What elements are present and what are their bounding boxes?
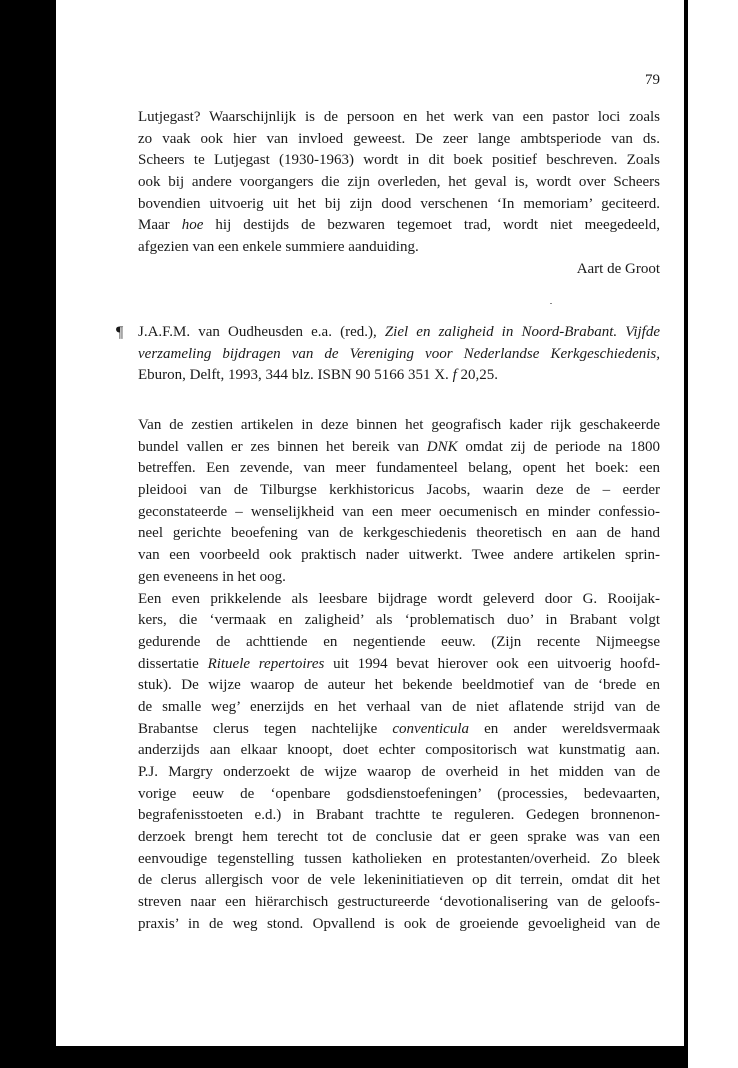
text-line: zo vaak ook hier van invloed geweest. De zeer lange ambtsperiode van ds. [138,130,660,147]
scan-left-border [0,0,56,1068]
text-line: streven naar een hiërarchisch gestructureerde ‘devotionalisering van de geloofs- [138,894,660,911]
text-line: Brabantse clerus tegen nachtelijke conventicula en ander wereldsvermaak [138,720,660,737]
scan-speck [550,303,552,304]
reviewer-signature: Aart de Groot [576,261,660,277]
text-line: de clerus allergisch voor de vele lekeninitiatieven op dit terrein, omdat dit het [138,872,660,889]
text-line: bovendien uitvoerig uit het bij zijn dood verschenen ‘In memoriam’ geciteerd. [138,195,660,212]
text-line: Maar hoe hij destijds de bezwaren tegemoet trad, wordt niet meegedeeld, [138,217,660,234]
text-line: dissertatie Rituele repertoires uit 1994 bevat hierover ook een uitvoerig hoofd- [138,655,660,672]
scan-bottom-border [56,1046,688,1068]
citation-line: verzameling bijdragen van de Vereniging voor Nederlandse Kerkgeschiedenis, [138,345,660,362]
citation-line: Eburon, Delft, 1993, 344 blz. ISBN 90 5166 351 X. f 20,25. [138,367,498,384]
text-line: kers, die ‘vermaak en zaligheid’ als ‘problematisch duo’ in Brabant volgt [138,612,660,629]
text-line: Scheers te Lutjegast (1930-1963) wordt in dit boek positief beschreven. Zoals [138,152,660,169]
text-line: eenvoudige tegenstelling tussen katholieken en protestanten/overheid. Zo bleek [138,850,660,867]
text-line: Een even prikkelende als leesbare bijdrage wordt geleverd door G. Rooijak- [138,590,660,607]
text-line: stuk). De wijze waarop de auteur het bekende beeldmotief van de ‘brede en [138,677,660,694]
review-1-text [138,107,660,259]
page-number: 79 [645,72,660,88]
book-citation [138,322,660,387]
text-line: Van de zestien artikelen in deze binnen het geografisch kader rijk geschakeerde [138,417,660,433]
review-2-text [138,415,660,936]
text-line: neel gerichte beoefening van de kerkgeschiedenis theoretisch en aan de hand [138,525,660,542]
text-line: Lutjegast? Waarschijnlijk is de persoon en het werk van een pastor loci zoals [138,109,660,125]
text-line: begrafenisstoeten e.d.) in Brabant trachtte te reguleren. Gedegen bronnenon- [138,807,660,824]
text-line: gedurende de achttiende en negentiende eeuw. (Zijn recente Nijmeegse [138,633,660,650]
text-line: bundel vallen er zes binnen het bereik van DNK omdat zij de periode na 1800 [138,438,660,455]
text-line: de smalle weg’ enerzijds en het verhaal van de niet aflatende strijd van de [138,698,660,715]
scan-right-border [684,0,688,1048]
text-line: P.J. Margry onderzoekt de wijze waarop de overheid in het midden van de [138,764,660,780]
text-line: pleidooi van de Tilburgse kerkhistoricus Jacobs, waarin deze de – eerder [138,482,660,499]
text-line: derzoek brengt hem terecht tot de conclusie dat er geen sprake was van een [138,829,660,846]
citation-line: J.A.F.M. van Oudheusden e.a. (red.), Ziel en zaligheid in Noord-Brabant. Vijfde [138,324,660,340]
text-line: gen eveneens in het oog. [138,568,286,585]
text-line: ook bij andere voorgangers die zijn overleden, het geval is, wordt over Scheers [138,174,660,191]
text-line: van een voorbeeld ook praktisch nader uitwerkt. Twee andere artikelen sprin- [138,547,660,564]
pilcrow-mark: ¶ [116,324,124,341]
text-line: praxis’ in de weg stond. Opvallend is ook de groeiende gevoeligheid van de [138,915,660,932]
text-line: vorige eeuw de ‘openbare godsdienstoefeningen’ (processies, bedevaarten, [138,785,660,802]
text-line: afgezien van een enkele summiere aanduiding. [138,239,419,256]
text-line: betreffen. Een zevende, van meer fundamenteel belang, opent het boek: een [138,460,660,477]
text-line: anderzijds aan elkaar knoopt, doet echter compositorisch wat kunstmatig aan. [138,742,660,759]
text-line: geconstateerde – wenselijkheid van een meer oecumenisch en minder confessio- [138,503,660,520]
